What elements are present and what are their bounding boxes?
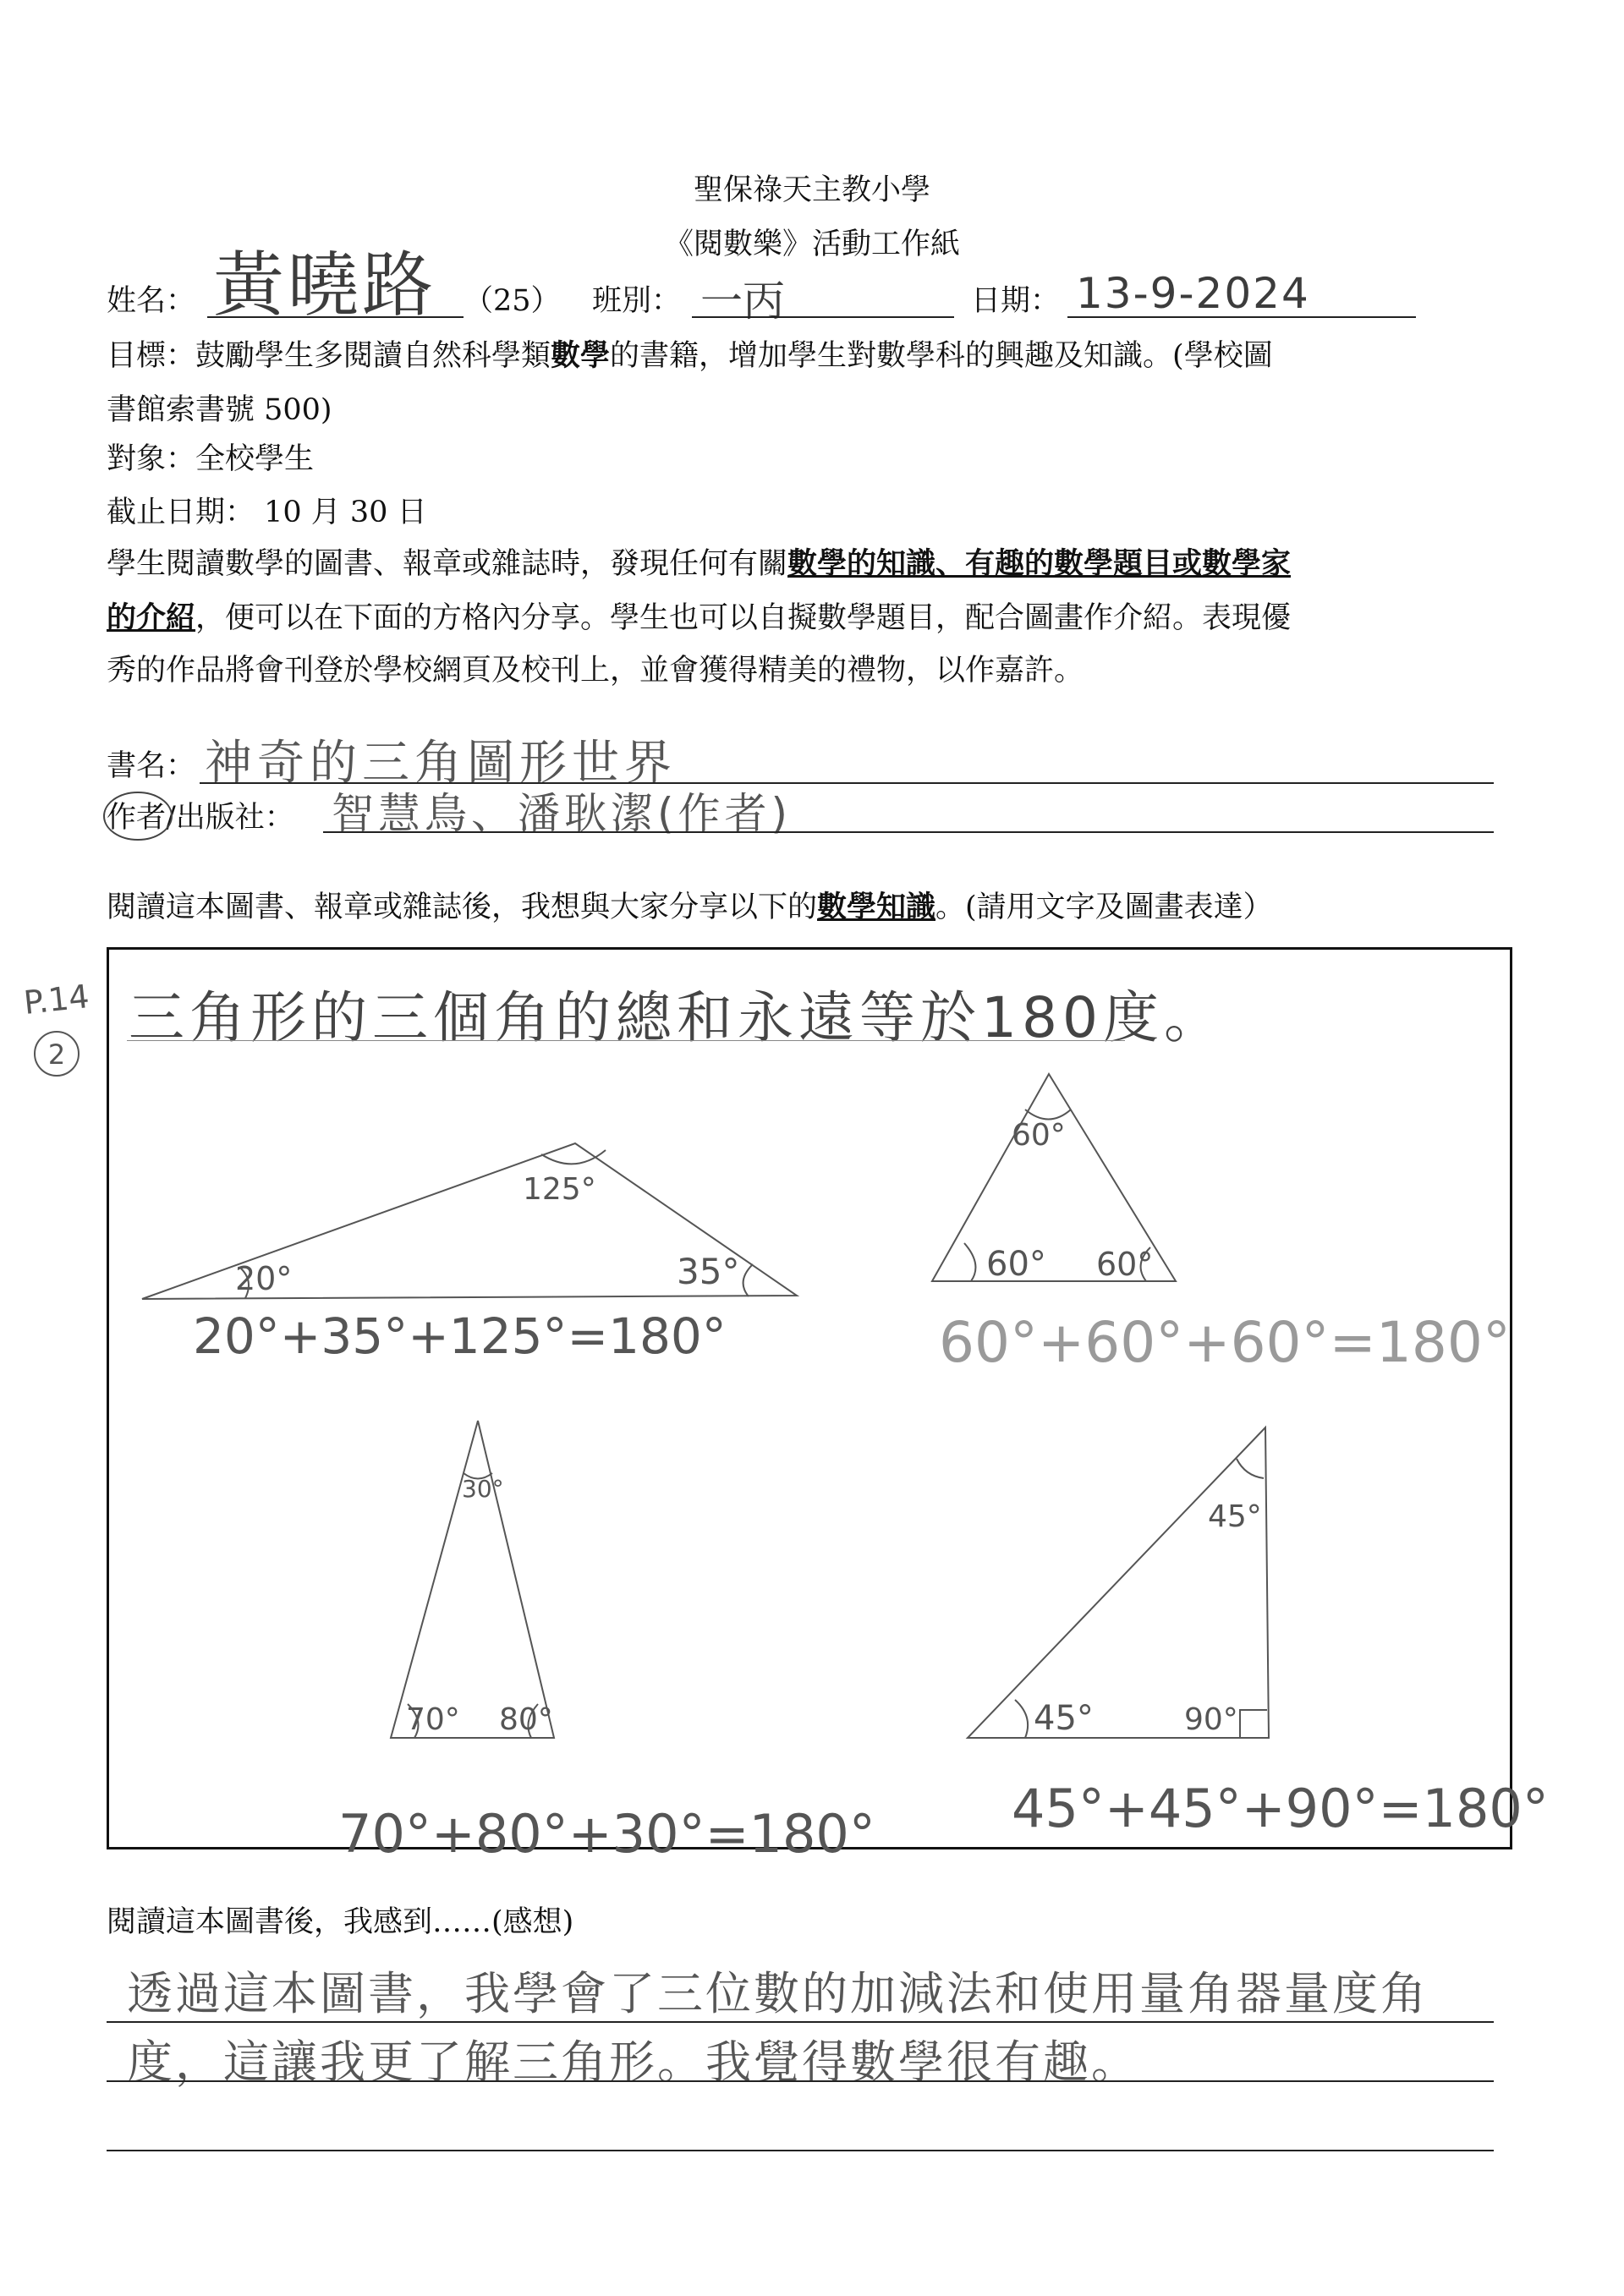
tri2-angle-right: 60° <box>1096 1246 1154 1283</box>
tri4-angle-right: 90° <box>1184 1702 1238 1737</box>
share-prompt: 閱讀這本圖書、報章或雜誌後，我想與大家分享以下的數學知識。(請用文字及圖畫表達） <box>107 890 1273 924</box>
school-name: 聖保祿天主教小學 <box>693 173 930 207</box>
description-line-3: 秀的作品將會刊登於學校網頁及校刊上，並會獲得精美的禮物，以作嘉許。 <box>107 654 1084 688</box>
author-value: 智慧鳥、潘耿潔(作者) <box>332 789 793 838</box>
tri3-angle-top: 30° <box>462 1475 504 1503</box>
deadline-line: 截止日期： 10 月 30 日 <box>107 496 427 529</box>
tri1-angle-top: 125° <box>523 1172 596 1207</box>
student-number: （25） <box>464 284 561 318</box>
tri4-angle-left: 45° <box>1034 1699 1094 1738</box>
svg-text:2: 2 <box>47 1038 66 1071</box>
triangle-right <box>968 1427 1549 1839</box>
reflection-rule-1 <box>107 2021 1494 2023</box>
book-title-value: 神奇的三角圖形世界 <box>205 736 677 791</box>
triangle-equilateral <box>932 1074 1511 1375</box>
goal-line-2: 書館索書號 500) <box>107 393 332 427</box>
tri3-angle-left: 70° <box>406 1702 460 1737</box>
name-value: 黃曉路 <box>213 244 437 326</box>
tri3-equation: 70°+80°+30°=180° <box>338 1803 875 1865</box>
tri3-angle-right: 80° <box>499 1702 553 1737</box>
class-label: 班別： <box>592 284 682 318</box>
target-line: 對象：全校學生 <box>107 442 315 476</box>
tri4-equation: 45°+45°+90°=180° <box>1012 1778 1549 1839</box>
reflection-line-1: 透過這本圖書，我學會了三位數的加減法和使用量角器量度角 <box>127 1967 1429 2020</box>
description-line-2: 的介紹，便可以在下面的方格內分享。學生也可以自擬數學題目，配合圖畫作介紹。表現優 <box>107 600 1292 635</box>
worksheet-title: 《閱數樂》活動工作紙 <box>663 227 960 261</box>
date-value: 13-9-2024 <box>1076 269 1310 318</box>
class-value: 一丙 <box>700 277 785 326</box>
reflection-rule-2 <box>107 2080 1494 2082</box>
description-line-1: 學生閱讀數學的圖書、報章或雜誌時，發現任何有關數學的知識、有趣的數學題目或數學家 <box>107 546 1292 581</box>
triangle-obtuse <box>142 1143 797 1365</box>
tri2-angle-top: 60° <box>1012 1118 1066 1153</box>
date-label: 日期： <box>971 284 1061 318</box>
reflection-prompt: 閱讀這本圖書後，我感到……(感想) <box>107 1905 574 1939</box>
tri2-angle-left: 60° <box>986 1245 1046 1284</box>
reflection-line-2: 度，這讓我更了解三角形。我覺得數學很有趣。 <box>127 2036 1139 2089</box>
margin-page-note: P.14 <box>21 978 91 1022</box>
book-title-label: 書名： <box>107 749 196 783</box>
goal-line-1: 目標：鼓勵學生多閱讀自然科學類數學的書籍，增加學生對數學科的興趣及知識。(學校圖 <box>107 338 1273 373</box>
tri1-angle-left: 20° <box>235 1260 293 1297</box>
name-label: 姓名： <box>107 284 196 318</box>
tri4-angle-top: 45° <box>1208 1499 1262 1534</box>
triangle-isosceles <box>338 1421 875 1865</box>
tri1-equation: 20°+35°+125°=180° <box>193 1307 727 1365</box>
angle-sum-statement: 三角形的三個角的總和永遠等於180度。 <box>129 985 1225 1050</box>
author-label: 作者/出版社： <box>107 801 294 835</box>
tri2-equation: 60°+60°+60°=180° <box>939 1310 1511 1375</box>
reflection-rule-3 <box>107 2150 1494 2151</box>
tri1-angle-right: 35° <box>677 1251 740 1292</box>
